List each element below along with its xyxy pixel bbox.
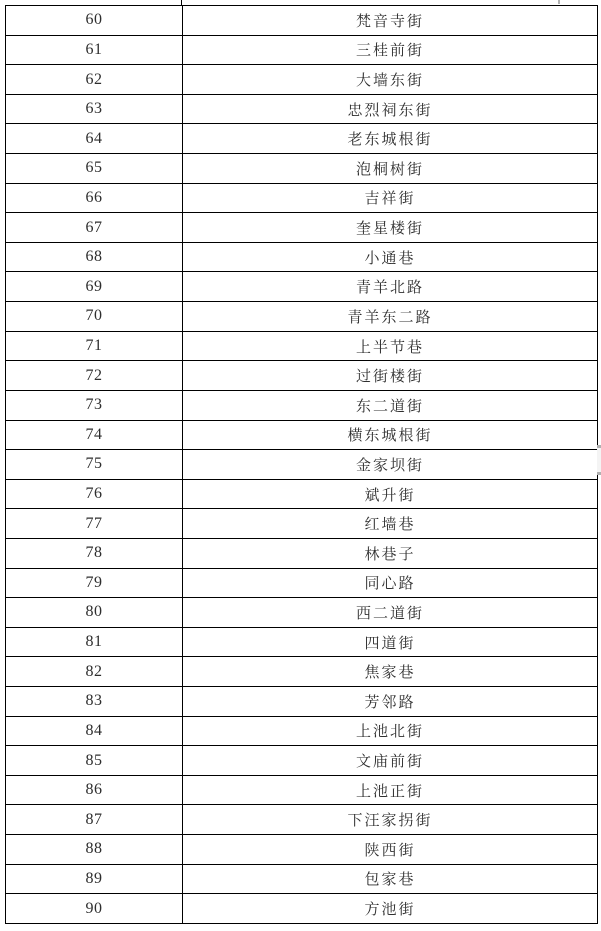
scrollbar-fragment[interactable] [597, 445, 601, 475]
row-number-cell: 68 [6, 242, 183, 272]
table-row [6, 35, 598, 65]
row-number-cell: 72 [6, 361, 183, 391]
scrollbar-cap-top [597, 445, 601, 448]
row-number-cell: 76 [6, 479, 183, 509]
table-row [6, 538, 598, 568]
table-row [6, 509, 598, 539]
table-row [6, 657, 598, 687]
street-name-cell: 同心路 [183, 568, 598, 598]
street-name-cell: 陕西街 [183, 835, 598, 865]
row-number-cell: 66 [6, 183, 183, 213]
row-number-cell: 77 [6, 509, 183, 539]
row-number-cell: 75 [6, 450, 183, 480]
row-number-cell: 85 [6, 746, 183, 776]
row-number-cell: 60 [6, 6, 183, 36]
row-number-cell: 90 [6, 894, 183, 924]
table-row [6, 627, 598, 657]
street-name-cell: 焦家巷 [183, 657, 598, 687]
row-number-cell: 65 [6, 154, 183, 184]
street-name-cell: 包家巷 [183, 864, 598, 894]
table-row [6, 835, 598, 865]
row-number-cell: 71 [6, 331, 183, 361]
row-number-cell: 86 [6, 775, 183, 805]
street-name-cell: 芳邻路 [183, 687, 598, 717]
table-row [6, 302, 598, 332]
row-number-cell: 70 [6, 302, 183, 332]
table-row [6, 6, 598, 36]
street-name-cell: 林巷子 [183, 538, 598, 568]
table-row [6, 183, 598, 213]
table-row [6, 716, 598, 746]
street-name-cell: 上半节巷 [183, 331, 598, 361]
street-name-cell: 文庙前街 [183, 746, 598, 776]
table-row [6, 450, 598, 480]
row-number-cell: 73 [6, 390, 183, 420]
street-name-cell: 上池北街 [183, 716, 598, 746]
grey-tick-artifact [558, 0, 560, 4]
street-name-cell: 金家坝街 [183, 450, 598, 480]
street-table [5, 5, 598, 924]
table-row [6, 361, 598, 391]
scrollbar-cap-bottom [597, 472, 601, 475]
street-name-cell: 过街楼街 [183, 361, 598, 391]
table-row [6, 242, 598, 272]
row-number-cell: 80 [6, 598, 183, 628]
row-number-cell: 67 [6, 213, 183, 243]
table-row [6, 420, 598, 450]
street-name-cell: 上池正街 [183, 775, 598, 805]
street-name-cell: 青羊东二路 [183, 302, 598, 332]
street-name-cell: 方池街 [183, 894, 598, 924]
row-number-cell: 82 [6, 657, 183, 687]
street-name-cell: 小通巷 [183, 242, 598, 272]
row-number-cell: 69 [6, 272, 183, 302]
table-row [6, 775, 598, 805]
street-name-cell: 吉祥街 [183, 183, 598, 213]
row-number-cell: 63 [6, 94, 183, 124]
table-row [6, 687, 598, 717]
table-row [6, 598, 598, 628]
row-number-cell: 79 [6, 568, 183, 598]
street-name-cell: 东二道街 [183, 390, 598, 420]
street-name-cell: 三桂前街 [183, 35, 598, 65]
row-number-cell: 61 [6, 35, 183, 65]
street-name-cell: 大墙东街 [183, 65, 598, 95]
street-name-cell: 斌升街 [183, 479, 598, 509]
street-name-cell: 西二道街 [183, 598, 598, 628]
table-row [6, 894, 598, 924]
street-name-cell: 奎星楼街 [183, 213, 598, 243]
street-name-cell: 红墙巷 [183, 509, 598, 539]
row-number-cell: 81 [6, 627, 183, 657]
row-number-cell: 74 [6, 420, 183, 450]
table-row [6, 124, 598, 154]
row-number-cell: 88 [6, 835, 183, 865]
table-row [6, 154, 598, 184]
street-name-cell: 忠烈祠东街 [183, 94, 598, 124]
table-row [6, 331, 598, 361]
street-name-cell: 老东城根街 [183, 124, 598, 154]
table-row [6, 805, 598, 835]
table-row [6, 390, 598, 420]
street-name-cell: 下汪家拐街 [183, 805, 598, 835]
table-row [6, 746, 598, 776]
row-number-cell: 64 [6, 124, 183, 154]
row-number-cell: 83 [6, 687, 183, 717]
street-name-cell: 梵音寺街 [183, 6, 598, 36]
street-name-cell: 横东城根街 [183, 420, 598, 450]
row-number-cell: 62 [6, 65, 183, 95]
row-number-cell: 84 [6, 716, 183, 746]
table-row [6, 568, 598, 598]
table-row [6, 65, 598, 95]
table-row [6, 864, 598, 894]
row-number-cell: 87 [6, 805, 183, 835]
row-number-cell: 78 [6, 538, 183, 568]
row-number-cell: 89 [6, 864, 183, 894]
table-row [6, 272, 598, 302]
table-row [6, 479, 598, 509]
street-name-cell: 泡桐树街 [183, 154, 598, 184]
street-name-cell: 四道街 [183, 627, 598, 657]
table-row [6, 213, 598, 243]
table-row [6, 94, 598, 124]
street-name-cell: 青羊北路 [183, 272, 598, 302]
